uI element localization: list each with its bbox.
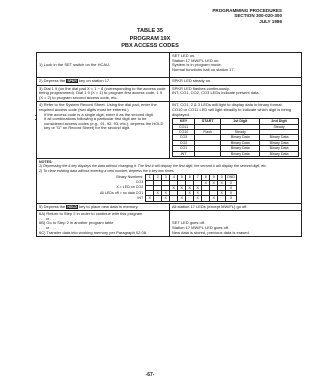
binary-col: 9 bbox=[210, 175, 218, 180]
binary-cell: X bbox=[218, 191, 226, 196]
led-cell: Binary Data bbox=[260, 135, 299, 140]
binary-label: Binary Numbers: bbox=[116, 174, 144, 179]
step-4-bullet-2: • If all combinations following a particular first digit are to be considered access codes (e.g., 91, 92, 93, etc.), depress the HOLD key or "D" on Record Sheet) for the second digit. bbox=[44, 117, 167, 131]
binary-cell: X bbox=[194, 196, 202, 201]
binary-cell: X bbox=[178, 185, 186, 190]
binary-row-label: CO3 bbox=[135, 180, 144, 185]
step-1-action: 1) Look in the SET switch on the HCAU. bbox=[37, 53, 170, 78]
led-cell: Binary Data bbox=[221, 151, 260, 156]
procedure-table bbox=[36, 52, 302, 237]
binary-col: 1 bbox=[146, 175, 154, 180]
step-4-bullet-1: • If the access code is a single digit, enter # as the second digit. bbox=[44, 113, 167, 118]
step-6-row bbox=[37, 211, 302, 237]
step-2-text-a: 2) Depress the bbox=[39, 78, 66, 83]
binary-cell bbox=[170, 196, 178, 201]
binary-cell: X bbox=[194, 185, 202, 190]
led-cell: CO10 bbox=[173, 129, 195, 134]
led-header-second: 2nd Digit bbox=[260, 119, 299, 124]
step-5-text-b: key to place new data in memory. bbox=[79, 203, 139, 209]
led-display-table bbox=[172, 118, 299, 157]
page-header bbox=[212, 8, 282, 24]
led-header-key: KEY bbox=[173, 119, 195, 124]
step-5-row bbox=[37, 203, 302, 211]
led-cell bbox=[195, 151, 221, 156]
note-2: 2) To clear existing data without entering a new number, depress the # key two times. bbox=[39, 168, 175, 173]
led-cell: Steady bbox=[221, 129, 260, 134]
step-5-text-a: 5) Depress the bbox=[39, 203, 66, 209]
binary-cell: X bbox=[210, 196, 218, 201]
binary-cell: X bbox=[186, 185, 194, 190]
binary-cell bbox=[154, 196, 162, 201]
binary-row-label: CO2 bbox=[135, 185, 144, 190]
binary-row bbox=[99, 196, 236, 201]
step-4-result-intro: INT, CO1, 2 & 3 LEDs will light to display data in binary format. bbox=[172, 102, 283, 108]
notes-title: NOTES: bbox=[39, 160, 53, 164]
binary-cell bbox=[202, 196, 210, 201]
step-5-action bbox=[37, 203, 170, 211]
binary-col: 3 bbox=[162, 175, 170, 180]
step-2-result: SPKR LED steady on. bbox=[170, 78, 302, 86]
binary-cell: X bbox=[202, 180, 210, 185]
led-cell: CO11 bbox=[173, 124, 195, 129]
binary-cell: X bbox=[226, 191, 237, 196]
led-cell: Binary Data bbox=[221, 135, 260, 140]
step-3-result: SPKR LED flashes continuously. INT, CO1, CO2, CO3 LEDs indicate present data. bbox=[170, 85, 302, 102]
led-header-first: 1st Digit bbox=[221, 119, 260, 124]
binary-col: 5 bbox=[178, 175, 186, 180]
hold-key-icon: HOLD bbox=[67, 204, 77, 209]
binary-row-label: INT bbox=[137, 195, 144, 200]
step-6-action: 6A) Return to Step 2 in order to continue with this program . . . or . . . 6B) Go to Step 2 in another program table . . . or . . . 6C) Transfer data into working memory per Paragraph 02.08. bbox=[37, 211, 170, 237]
step-4-result bbox=[170, 102, 302, 159]
step-3-row bbox=[37, 85, 302, 102]
led-cell: Steady bbox=[260, 124, 299, 129]
binary-cell: X bbox=[186, 191, 194, 196]
led-cell: Binary Data bbox=[260, 151, 299, 156]
led-header-start: START bbox=[195, 119, 221, 124]
binary-cell: X bbox=[226, 180, 237, 185]
program-label: PROGRAM 19X bbox=[129, 36, 171, 42]
header-line-2: SECTION 300-020-300 bbox=[234, 13, 282, 19]
binary-cell: X bbox=[178, 196, 186, 201]
step-3-action: 3) Dial 1 9 (on the dial pad X = 1 ~ 8 (corresponding to the access code being programmed). Dial 1 9 (X = 1) to program first access code, 1 9 (X = 2) to program second access code, etc. bbox=[37, 85, 170, 102]
led-cell: Binary Data bbox=[260, 146, 299, 151]
page-number: -67- bbox=[145, 372, 155, 378]
binary-col: 2 bbox=[154, 175, 162, 180]
binary-col: 4 bbox=[170, 175, 178, 180]
led-cell: Binary Data bbox=[221, 146, 260, 151]
led-cell: Binary Data bbox=[221, 140, 260, 145]
notes-row bbox=[37, 159, 302, 204]
binary-col: DND bbox=[227, 175, 235, 180]
step-2-action bbox=[37, 78, 170, 86]
binary-table bbox=[99, 174, 237, 201]
led-cell: CO3 bbox=[173, 135, 195, 140]
binary-cell: X bbox=[170, 185, 178, 190]
binary-cell: X bbox=[146, 196, 154, 201]
notes-cell bbox=[37, 159, 302, 204]
binary-col: 8 bbox=[202, 175, 210, 180]
led-cell: CO1 bbox=[173, 146, 195, 151]
led-cell: CO2 bbox=[173, 140, 195, 145]
led-row bbox=[173, 151, 299, 156]
led-cell: INT bbox=[173, 151, 195, 156]
table-label: TABLE 35 bbox=[136, 28, 163, 34]
legend-no-data: All LEDs off = no data bbox=[100, 190, 135, 195]
step-1-result: SET LED on. Station 17 MW/FL LED on. System is in program mode. Normal functions halt on station 17. bbox=[170, 53, 302, 78]
step-5-result: All station 17 LEDs (except MW/FL) go off. bbox=[170, 203, 302, 211]
binary-cell: X bbox=[226, 196, 237, 201]
spkr-key-icon: SPKR bbox=[67, 79, 77, 83]
binary-cell: X bbox=[218, 180, 226, 185]
step-4-intro: 4) Refer to the System Record Sheet. Using the dial pad, enter the required access code (two digits must be entered.) bbox=[39, 102, 157, 112]
led-cell: Binary Data bbox=[260, 140, 299, 145]
binary-cell: X bbox=[154, 191, 162, 196]
step-6-result: SET LED goes off. Station 17 MW/FL LED goes off. New data is stored, previous data is erased. bbox=[170, 211, 302, 237]
step-4-result-note: CO10 or CO11 LED will light steadily to indicate which digit is being displayed. bbox=[172, 106, 292, 117]
binary-col: 6 bbox=[186, 175, 194, 180]
binary-cell: X bbox=[210, 180, 218, 185]
binary-cell bbox=[218, 196, 226, 201]
step-2-text-b: key on station 17. bbox=[78, 78, 111, 83]
header-line-1: PROGRAMMING PROCEDURES bbox=[212, 8, 282, 13]
binary-cell: X bbox=[162, 191, 170, 196]
binary-cell bbox=[186, 196, 194, 201]
binary-col: 0 bbox=[218, 175, 226, 180]
led-cell: Flash bbox=[195, 129, 221, 134]
binary-cell: X bbox=[226, 185, 237, 190]
header-line-3: JULY 1986 bbox=[259, 18, 282, 24]
binary-col: 7 bbox=[194, 175, 202, 180]
step-1-row bbox=[37, 53, 302, 78]
note-1: 1) Depressing the # key displays the data without changing it. The first # will display the first digit; the second # will display the second digit, etc. bbox=[39, 164, 267, 169]
binary-row-label: CO1 bbox=[135, 190, 144, 195]
legend-led-on: X = LED on bbox=[116, 185, 135, 190]
step-4-row bbox=[37, 102, 302, 159]
program-title: PBX ACCESS CODES bbox=[121, 43, 179, 49]
binary-cell: X bbox=[194, 191, 202, 196]
step-4-action bbox=[37, 102, 170, 159]
step-2-row bbox=[37, 78, 302, 86]
binary-cell: X bbox=[162, 196, 170, 201]
